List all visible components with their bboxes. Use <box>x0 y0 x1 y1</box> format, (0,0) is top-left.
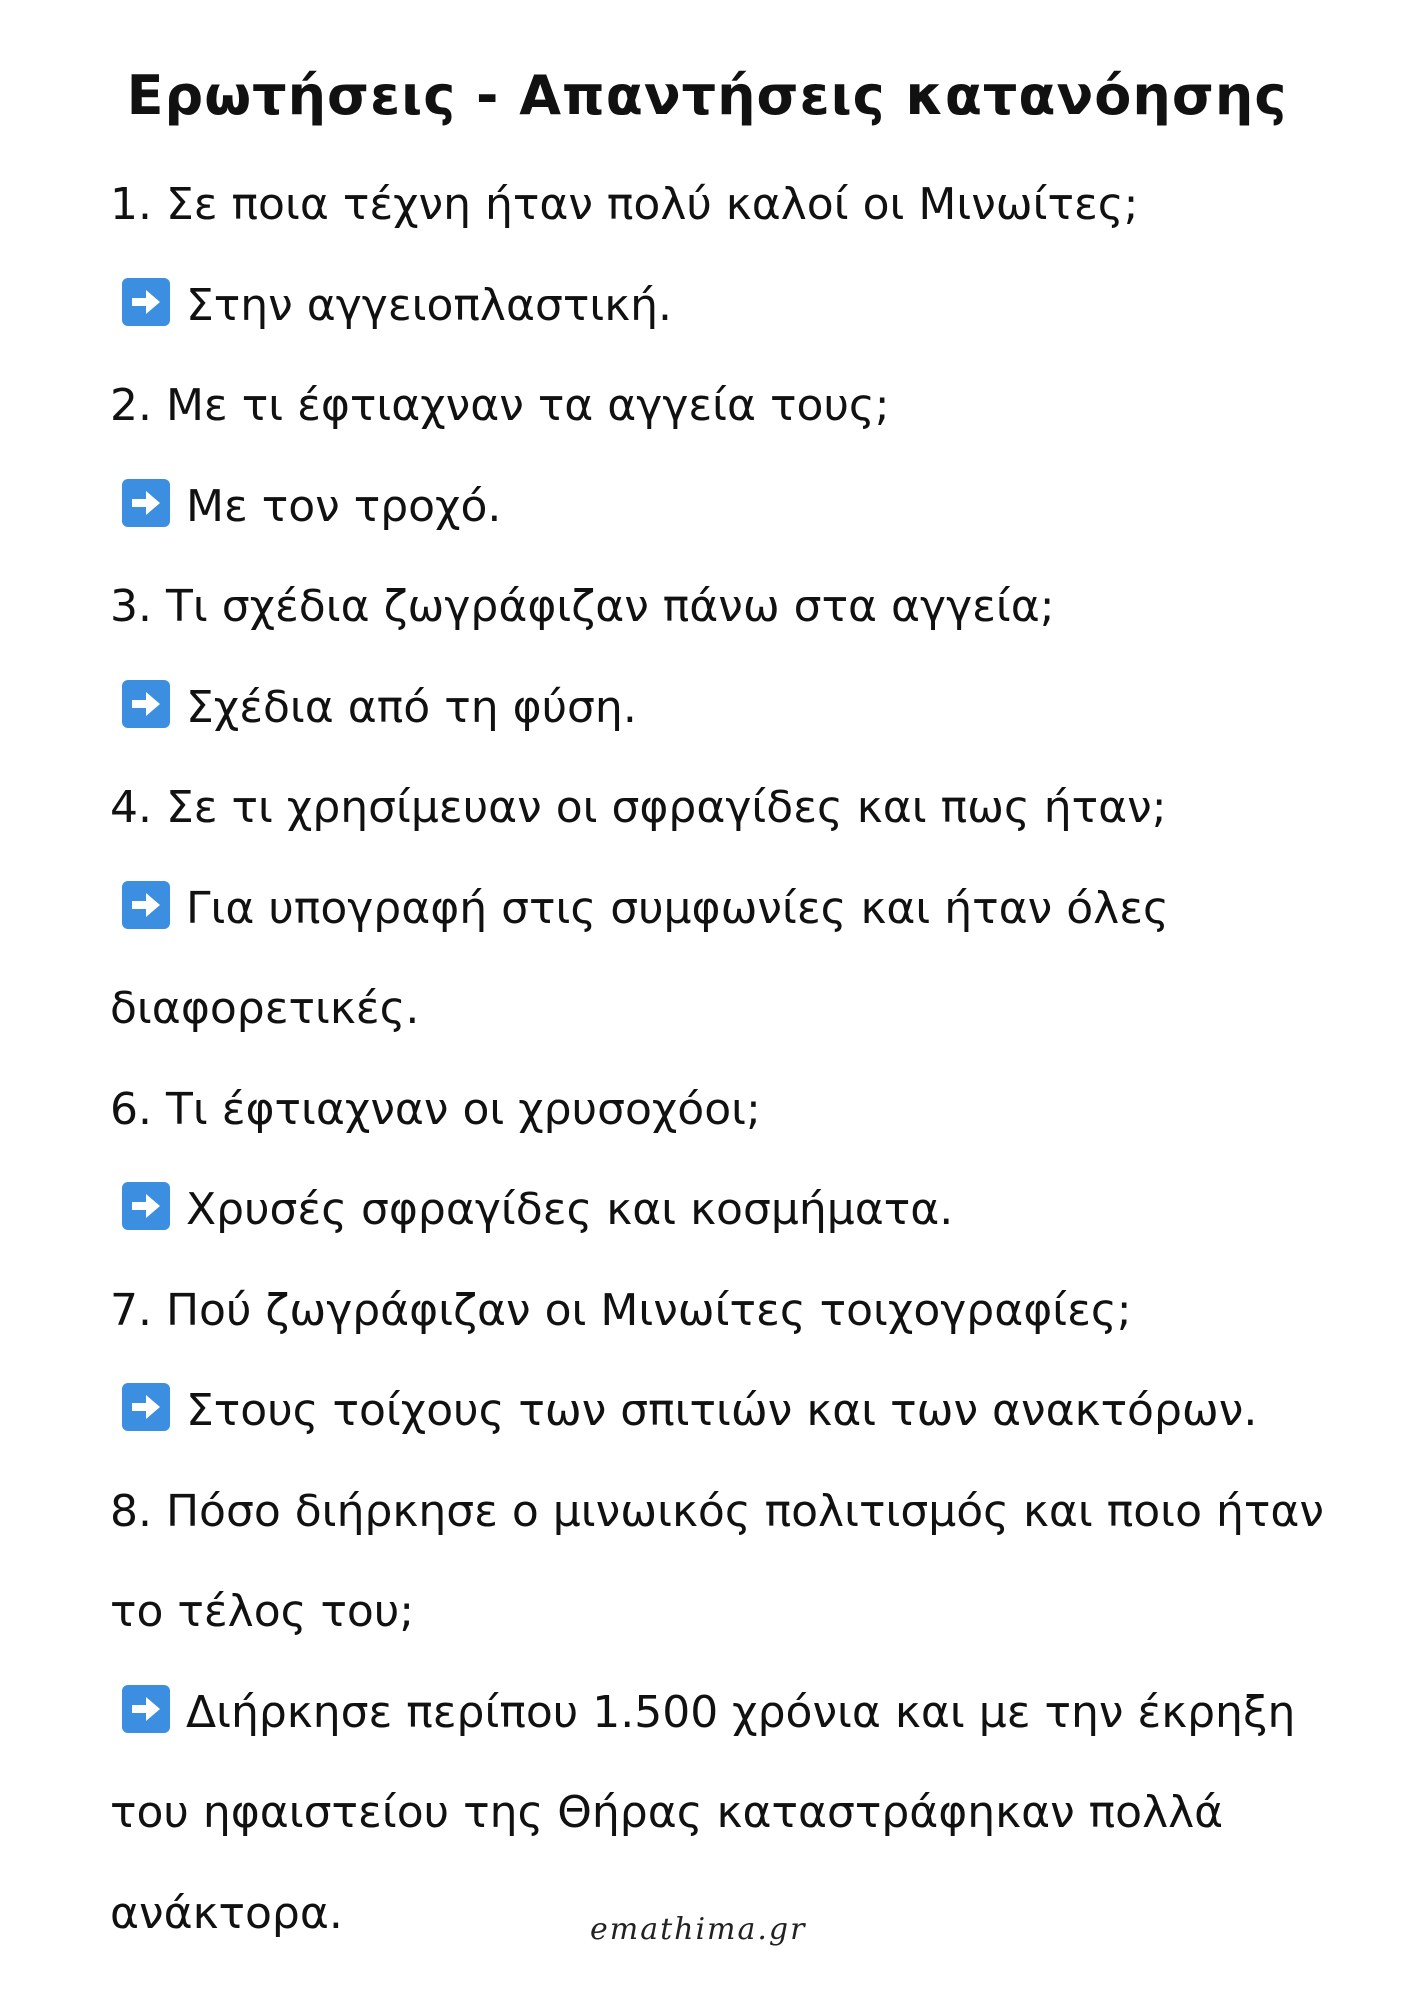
right-arrow-icon <box>122 881 170 929</box>
answer-3 <box>110 675 1330 776</box>
question-7 <box>110 1278 1330 1379</box>
question-6 <box>110 1077 1330 1178</box>
answer-text: Στην αγγειοπλαστική. <box>186 279 673 331</box>
answer-2 <box>110 474 1330 575</box>
qa-list <box>110 172 1330 1981</box>
question-text: 1. Σε ποια τέχνη ήταν πολύ καλοί οι Μινωίτες; <box>110 179 1139 230</box>
question-4 <box>110 775 1330 876</box>
question-8-continued <box>110 1579 1330 1680</box>
question-text: 8. Πόσο διήρκησε ο μινωικός πολιτισμός και ποιο ήταν <box>110 1485 1324 1537</box>
question-text: το τέλος του; <box>110 1586 415 1637</box>
answer-text: διαφορετικές. <box>110 983 420 1034</box>
answer-text: του ηφαιστείου της Θήρας καταστράφηκαν πολλά <box>110 1787 1224 1838</box>
answer-4 <box>110 876 1330 977</box>
question-text: 6. Τι έφτιαχναν οι χρυσοχόοι; <box>110 1083 761 1135</box>
answer-8-continued <box>110 1780 1330 1881</box>
site-watermark: emathima.gr <box>590 1912 807 1947</box>
answer-text: Σχέδια από τη φύση. <box>186 681 637 733</box>
answer-text: ανάκτορα. <box>110 1887 343 1939</box>
question-text: 3. Τι σχέδια ζωγράφιζαν πάνω στα αγγεία; <box>110 581 1055 632</box>
answer-text: Διήρκησε περίπου 1.500 χρόνια και με την έκρηξη <box>186 1686 1296 1738</box>
answer-1 <box>110 273 1330 374</box>
answer-4-continued <box>110 976 1330 1077</box>
right-arrow-icon <box>122 278 170 326</box>
right-arrow-icon <box>122 1383 170 1431</box>
page-title: Ερωτήσεις - Απαντήσεις κατανόησης <box>126 64 1288 127</box>
answer-text: Για υπογραφή στις συμφωνίες και ήταν όλες <box>186 882 1169 934</box>
question-3 <box>110 574 1330 675</box>
answer-text: Με τον τροχό. <box>186 480 502 532</box>
right-arrow-icon <box>122 1685 170 1733</box>
right-arrow-icon <box>122 1182 170 1230</box>
question-2 <box>110 373 1330 474</box>
question-8 <box>110 1479 1330 1580</box>
answer-text: Χρυσές σφραγίδες και κοσμήματα. <box>186 1184 954 1235</box>
question-1 <box>110 172 1330 273</box>
right-arrow-icon <box>122 479 170 527</box>
answer-6 <box>110 1177 1330 1278</box>
right-arrow-icon <box>122 680 170 728</box>
question-text: 4. Σε τι χρησίμευαν οι σφραγίδες και πως ήταν; <box>110 782 1167 833</box>
answer-7 <box>110 1378 1330 1479</box>
answer-8 <box>110 1680 1330 1781</box>
question-text: 7. Πού ζωγράφιζαν οι Μινωίτες τοιχογραφίες; <box>110 1284 1132 1336</box>
answer-text: Στους τοίχους των σπιτιών και των ανακτόρων. <box>186 1385 1258 1436</box>
question-text: 2. Με τι έφτιαχναν τα αγγεία τους; <box>110 380 890 431</box>
